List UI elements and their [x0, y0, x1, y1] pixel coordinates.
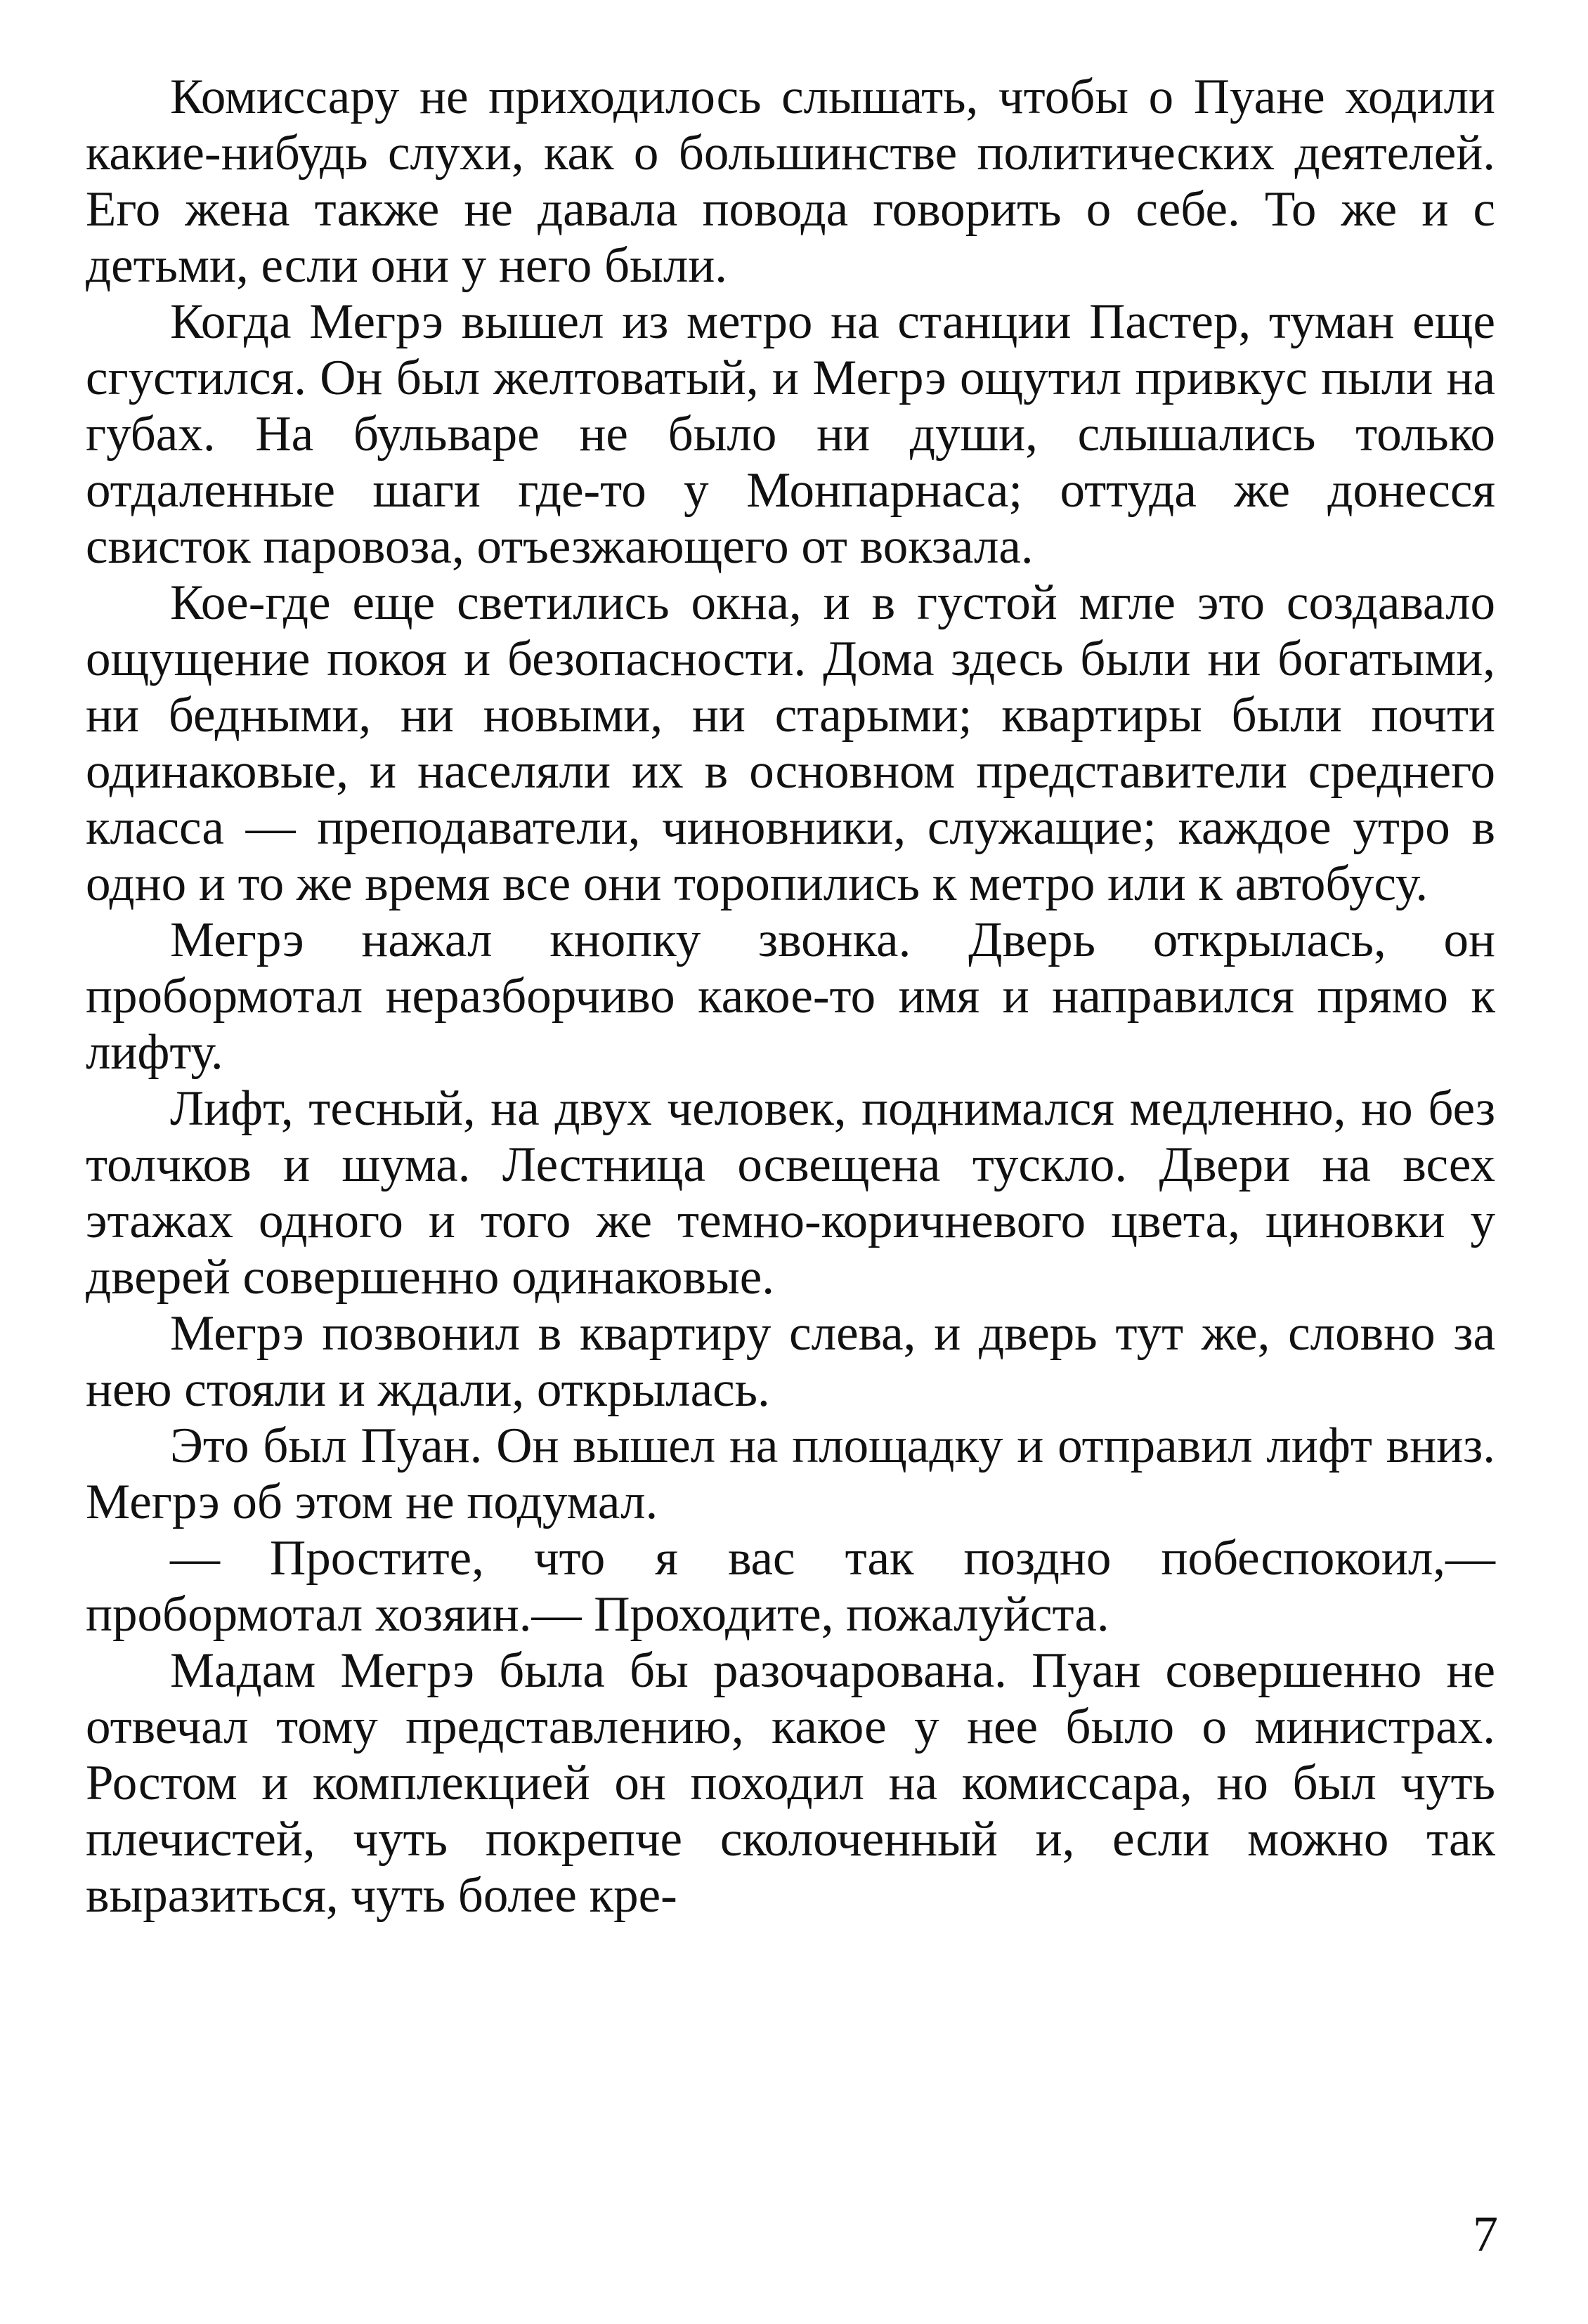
paragraph-6: Мегрэ позвонил в квартиру слева, и дверь тут же, словно за нею стояли и ждали, открылась. [86, 1306, 1495, 1417]
paragraph-8: — Простите, что я вас так поздно побеспокоил,— пробормотал хозяин.— Проходите, пожалуйста. [86, 1531, 1495, 1642]
paragraph-9: Мадам Мегрэ была бы разочарована. Пуан совершенно не отвечал тому представлению, какое у нее было о министрах. Ростом и комплекцией он походил на комиссара, но был чуть плечистей, чуть покрепче сколоченный и, если можно так выразиться, чуть более кре- [86, 1643, 1495, 1923]
paragraph-7: Это был Пуан. Он вышел на площадку и отправил лифт вниз. Мегрэ об этом не подумал. [86, 1418, 1495, 1529]
paragraph-3: Кое-где еще светились окна, и в густой мгле это создавало ощущение покоя и безопасности. Дома здесь были ни богатыми, ни бедными, ни новыми, ни старыми; квартиры были почти одинаковые, и населяли их в основном представители среднего класса — преподаватели, чиновники, служащие; каждое утро в одно и то же время все они торопились к метро или к автобусу. [86, 575, 1495, 911]
paragraph-4: Мегрэ нажал кнопку звонка. Дверь открылась, он пробормотал неразборчиво какое-то имя и направился прямо к лифту. [86, 913, 1495, 1080]
paragraph-5: Лифт, тесный, на двух человек, поднимался медленно, но без толчков и шума. Лестница освещена тускло. Двери на всех этажах одного и того же темно-коричневого цвета, циновки у дверей совершенно одинаковые. [86, 1081, 1495, 1305]
paragraph-2: Когда Мегрэ вышел из метро на станции Пастер, туман еще сгустился. Он был желтоватый, и Мегрэ ощутил привкус пыли на губах. На бульваре не было ни души, слышались только отдаленные шаги где-то у Монпарнаса; оттуда же донесся свисток паровоза, отъезжающего от вокзала. [86, 294, 1495, 574]
page-body [86, 69, 1495, 1924]
paragraph-1: Комиссару не приходилось слышать, чтобы о Пуане ходили какие-нибудь слухи, как о большинстве политических деятелей. Его жена также не давала повода говорить о себе. То же и с детьми, если они у него были. [86, 70, 1495, 293]
page-number: 7 [1473, 2206, 1498, 2262]
